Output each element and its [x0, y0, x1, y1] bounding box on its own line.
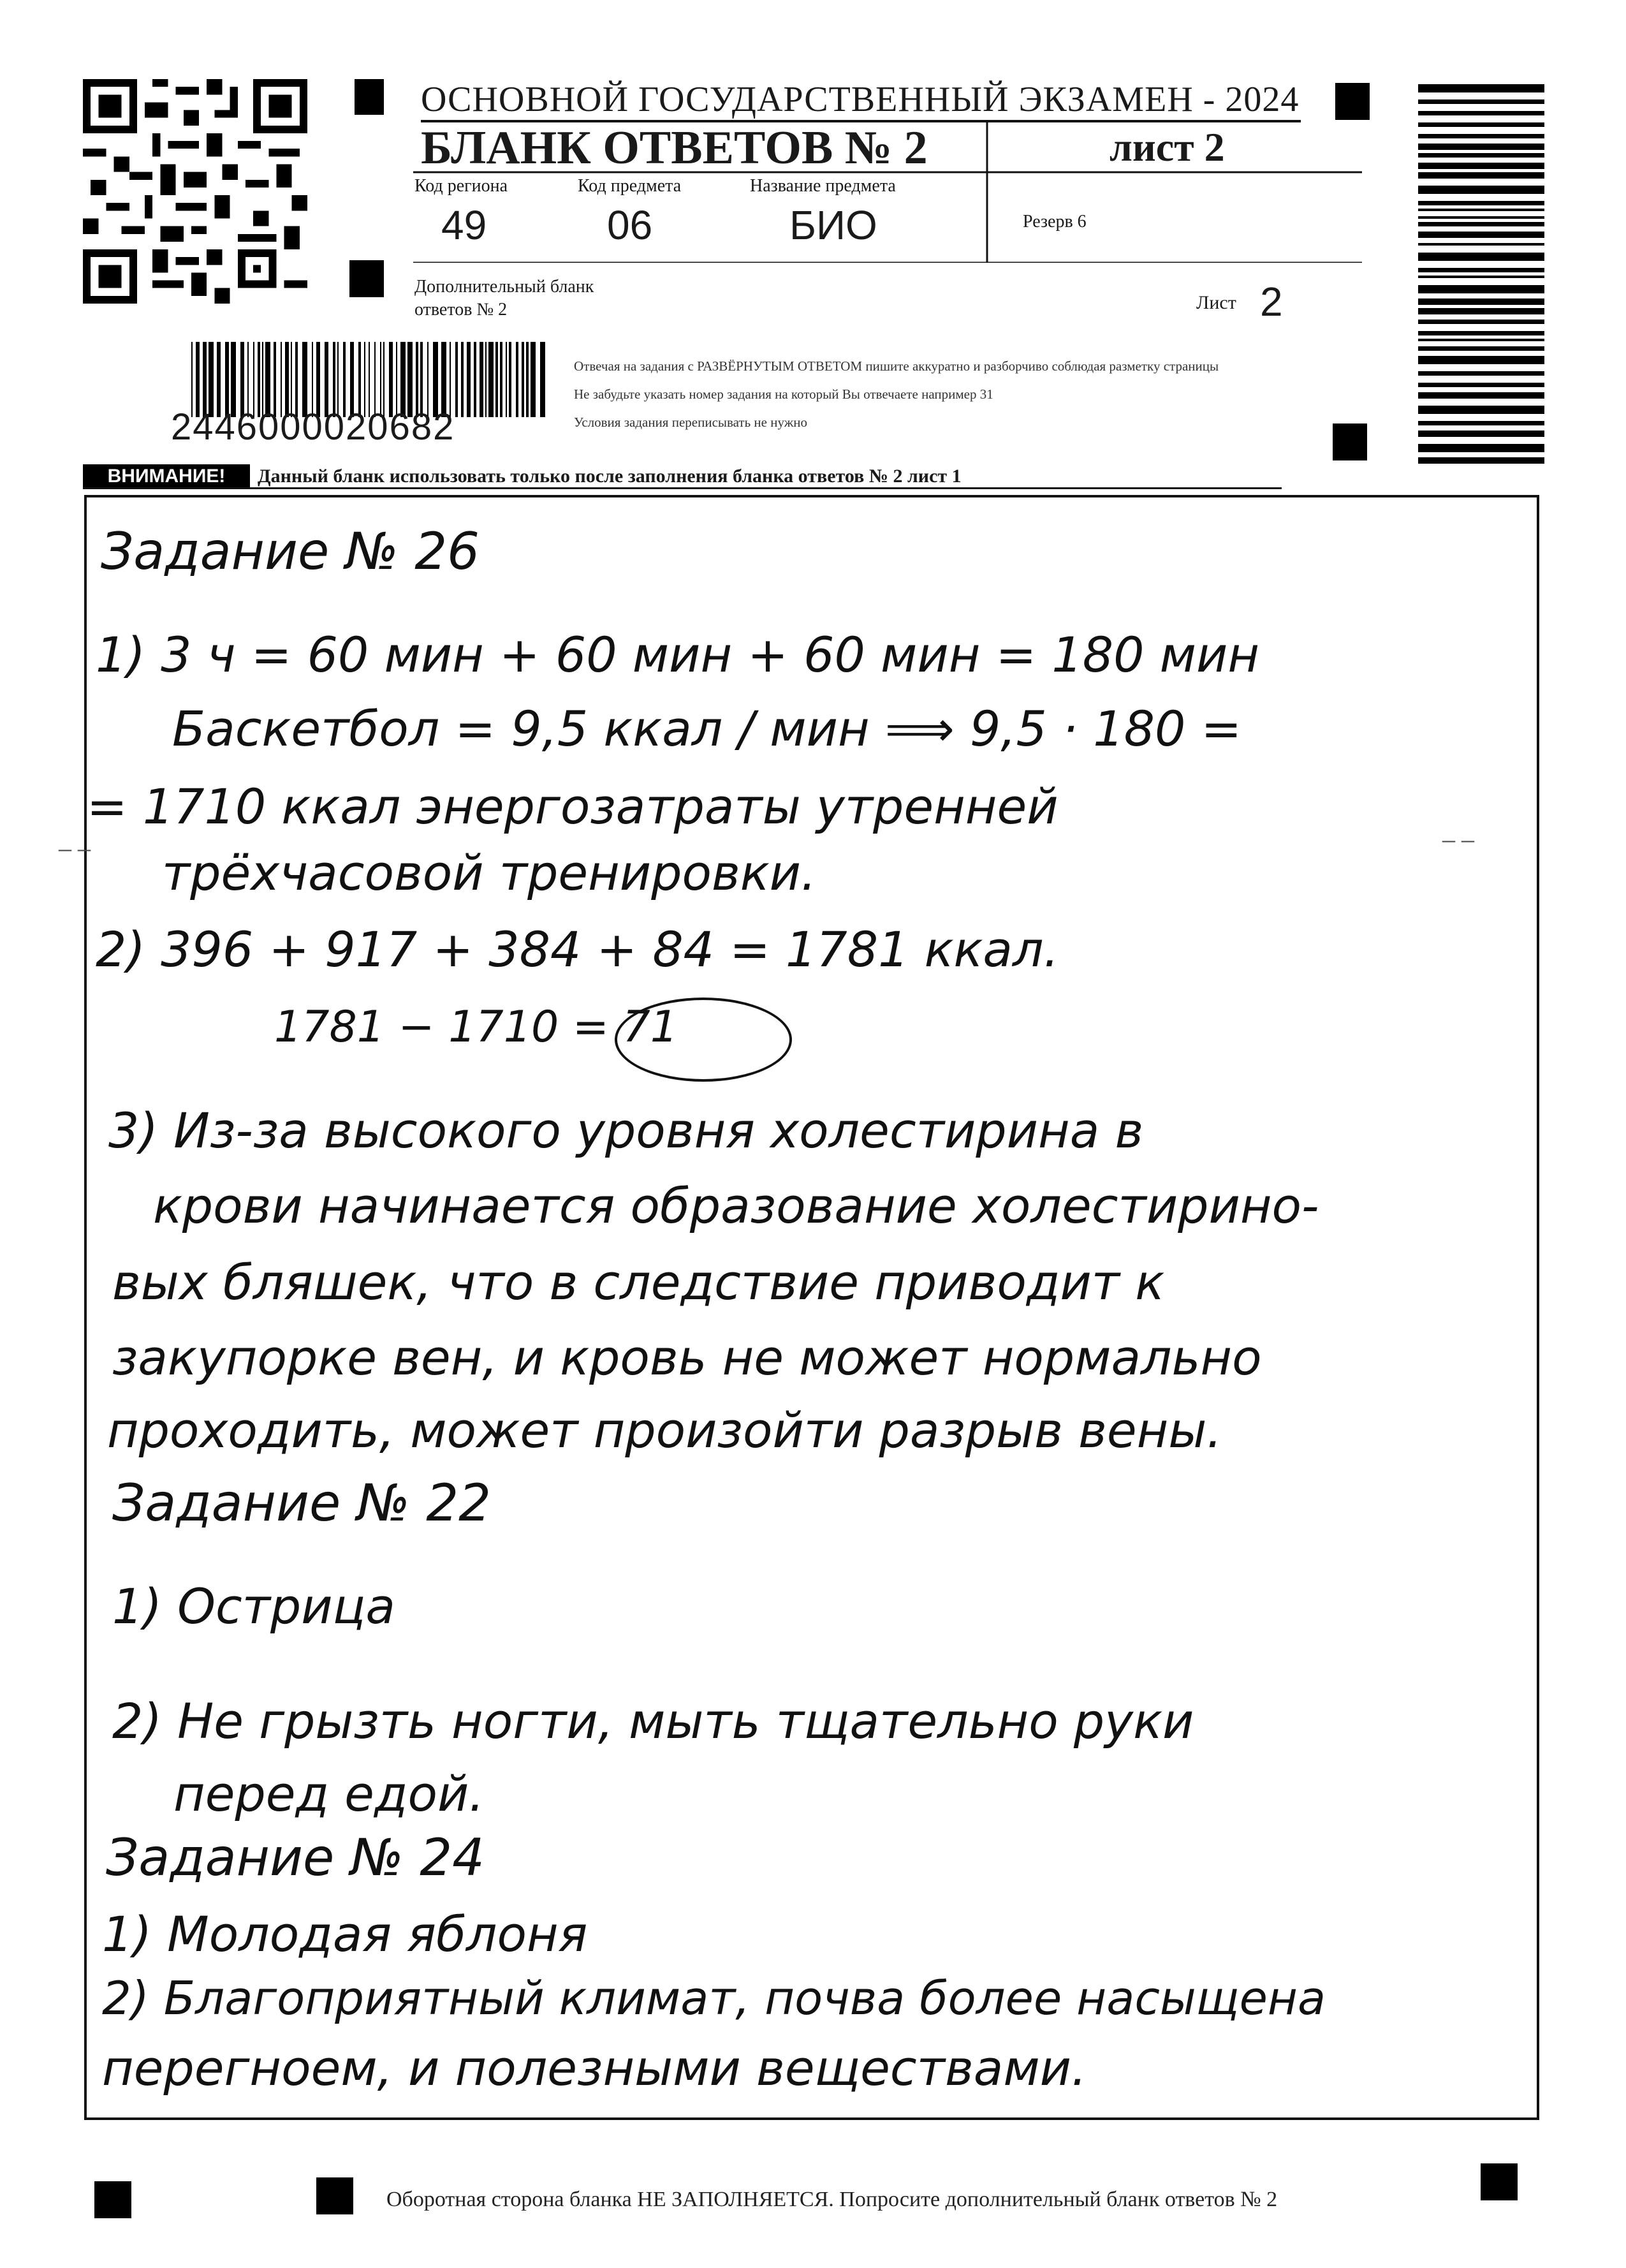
- instruction-line: Условия задания переписывать не нужно: [574, 415, 807, 430]
- sheet-title: лист 2: [1110, 124, 1225, 170]
- registration-mark: [1481, 2163, 1518, 2200]
- task-heading: Задание № 24: [106, 1828, 485, 1887]
- subject-code-label: Код предмета: [578, 176, 682, 196]
- answer-line: проходить, может произойти разрыв вены.: [107, 1402, 1222, 1459]
- answer-line: 3) Из-за высокого уровня холестирина в: [108, 1102, 1144, 1159]
- subject-name-value: БИО: [789, 202, 877, 248]
- instruction-line: Не забудьте указать номер задания на который Вы отвечаете например 31: [574, 387, 993, 402]
- warning-text: Данный бланк использовать только после заполнения бланка ответов № 2 лист 1: [258, 466, 962, 487]
- instruction-line: Отвечая на задания с РАЗВЁРНУТЫМ ОТВЕТОМ пишите аккуратно и разборчиво соблюдая разметку страницы: [574, 358, 1219, 374]
- answer-line: = 1710 ккал энергозатраты утренней: [87, 778, 1058, 835]
- warning-badge: ВНИМАНИЕ!: [83, 464, 250, 489]
- footer-note: Оборотная сторона бланка НЕ ЗАПОЛНЯЕТСЯ. Попросите дополнительный бланк ответов № 2: [386, 2188, 1278, 2211]
- registration-mark: [316, 2177, 353, 2214]
- registration-mark: [94, 2181, 131, 2218]
- answer-line: 1) Молодая яблоня: [102, 1906, 588, 1962]
- answer-line: 2) Благоприятный климат, почва более насыщена: [102, 1971, 1326, 2025]
- cut-mark: – –: [1442, 825, 1474, 853]
- list-label: Лист: [1196, 292, 1236, 313]
- answer-line: 1) Острица: [112, 1578, 395, 1635]
- answer-line: крови начинается образование холестирино-: [153, 1177, 1319, 1234]
- circled-answer: [615, 998, 792, 1082]
- registration-mark: [1335, 83, 1370, 120]
- answer-line: перегноем, и полезными веществами.: [102, 2040, 1087, 2096]
- qr-code-icon: [83, 79, 307, 304]
- list-number: 2: [1260, 279, 1283, 325]
- region-value: 49: [441, 202, 487, 248]
- subject-code-value: 06: [607, 202, 653, 248]
- additional-blank-label: Дополнительный бланк ответов № 2: [414, 277, 594, 320]
- answer-line: закупорке вен, и кровь не может нормально: [112, 1329, 1262, 1386]
- answer-line: перед едой.: [173, 1765, 485, 1822]
- task-heading: Задание № 26: [101, 522, 480, 581]
- side-barcode-icon: [1418, 84, 1544, 464]
- answer-line: 2) 396 + 917 + 384 + 84 = 1781 ккал.: [96, 921, 1059, 978]
- instructions: [574, 352, 1365, 436]
- divider: [83, 487, 1282, 489]
- answer-line: 1) 3 ч = 60 мин + 60 мин + 60 мин = 180 мин: [96, 626, 1260, 683]
- answer-line: 2) Не грызть ногти, мыть тщательно руки: [112, 1693, 1194, 1749]
- answer-line: вых бляшек, что в следствие приводит к: [112, 1254, 1165, 1311]
- registration-mark: [355, 79, 384, 115]
- blank-title: БЛАНК ОТВЕТОВ № 2: [421, 122, 928, 174]
- task-heading: Задание № 22: [112, 1473, 492, 1533]
- cut-mark: – –: [59, 834, 91, 862]
- reserve-text: Резерв 6: [1023, 212, 1087, 232]
- exam-title: ОСНОВНОЙ ГОСУДАРСТВЕННЫЙ ЭКЗАМЕН - 2024: [421, 79, 1301, 122]
- barcode-number: 2446000020682: [171, 406, 455, 448]
- region-label: Код региона: [414, 176, 508, 196]
- answer-line: 1781 − 1710 = 71: [274, 1002, 678, 1052]
- subject-name-label: Название предмета: [750, 176, 896, 196]
- answer-line: трёхчасовой тренировки.: [162, 844, 817, 901]
- answer-line: Баскетбол = 9,5 ккал / мин ⟹ 9,5 · 180 =: [172, 700, 1242, 757]
- registration-mark: [349, 260, 384, 297]
